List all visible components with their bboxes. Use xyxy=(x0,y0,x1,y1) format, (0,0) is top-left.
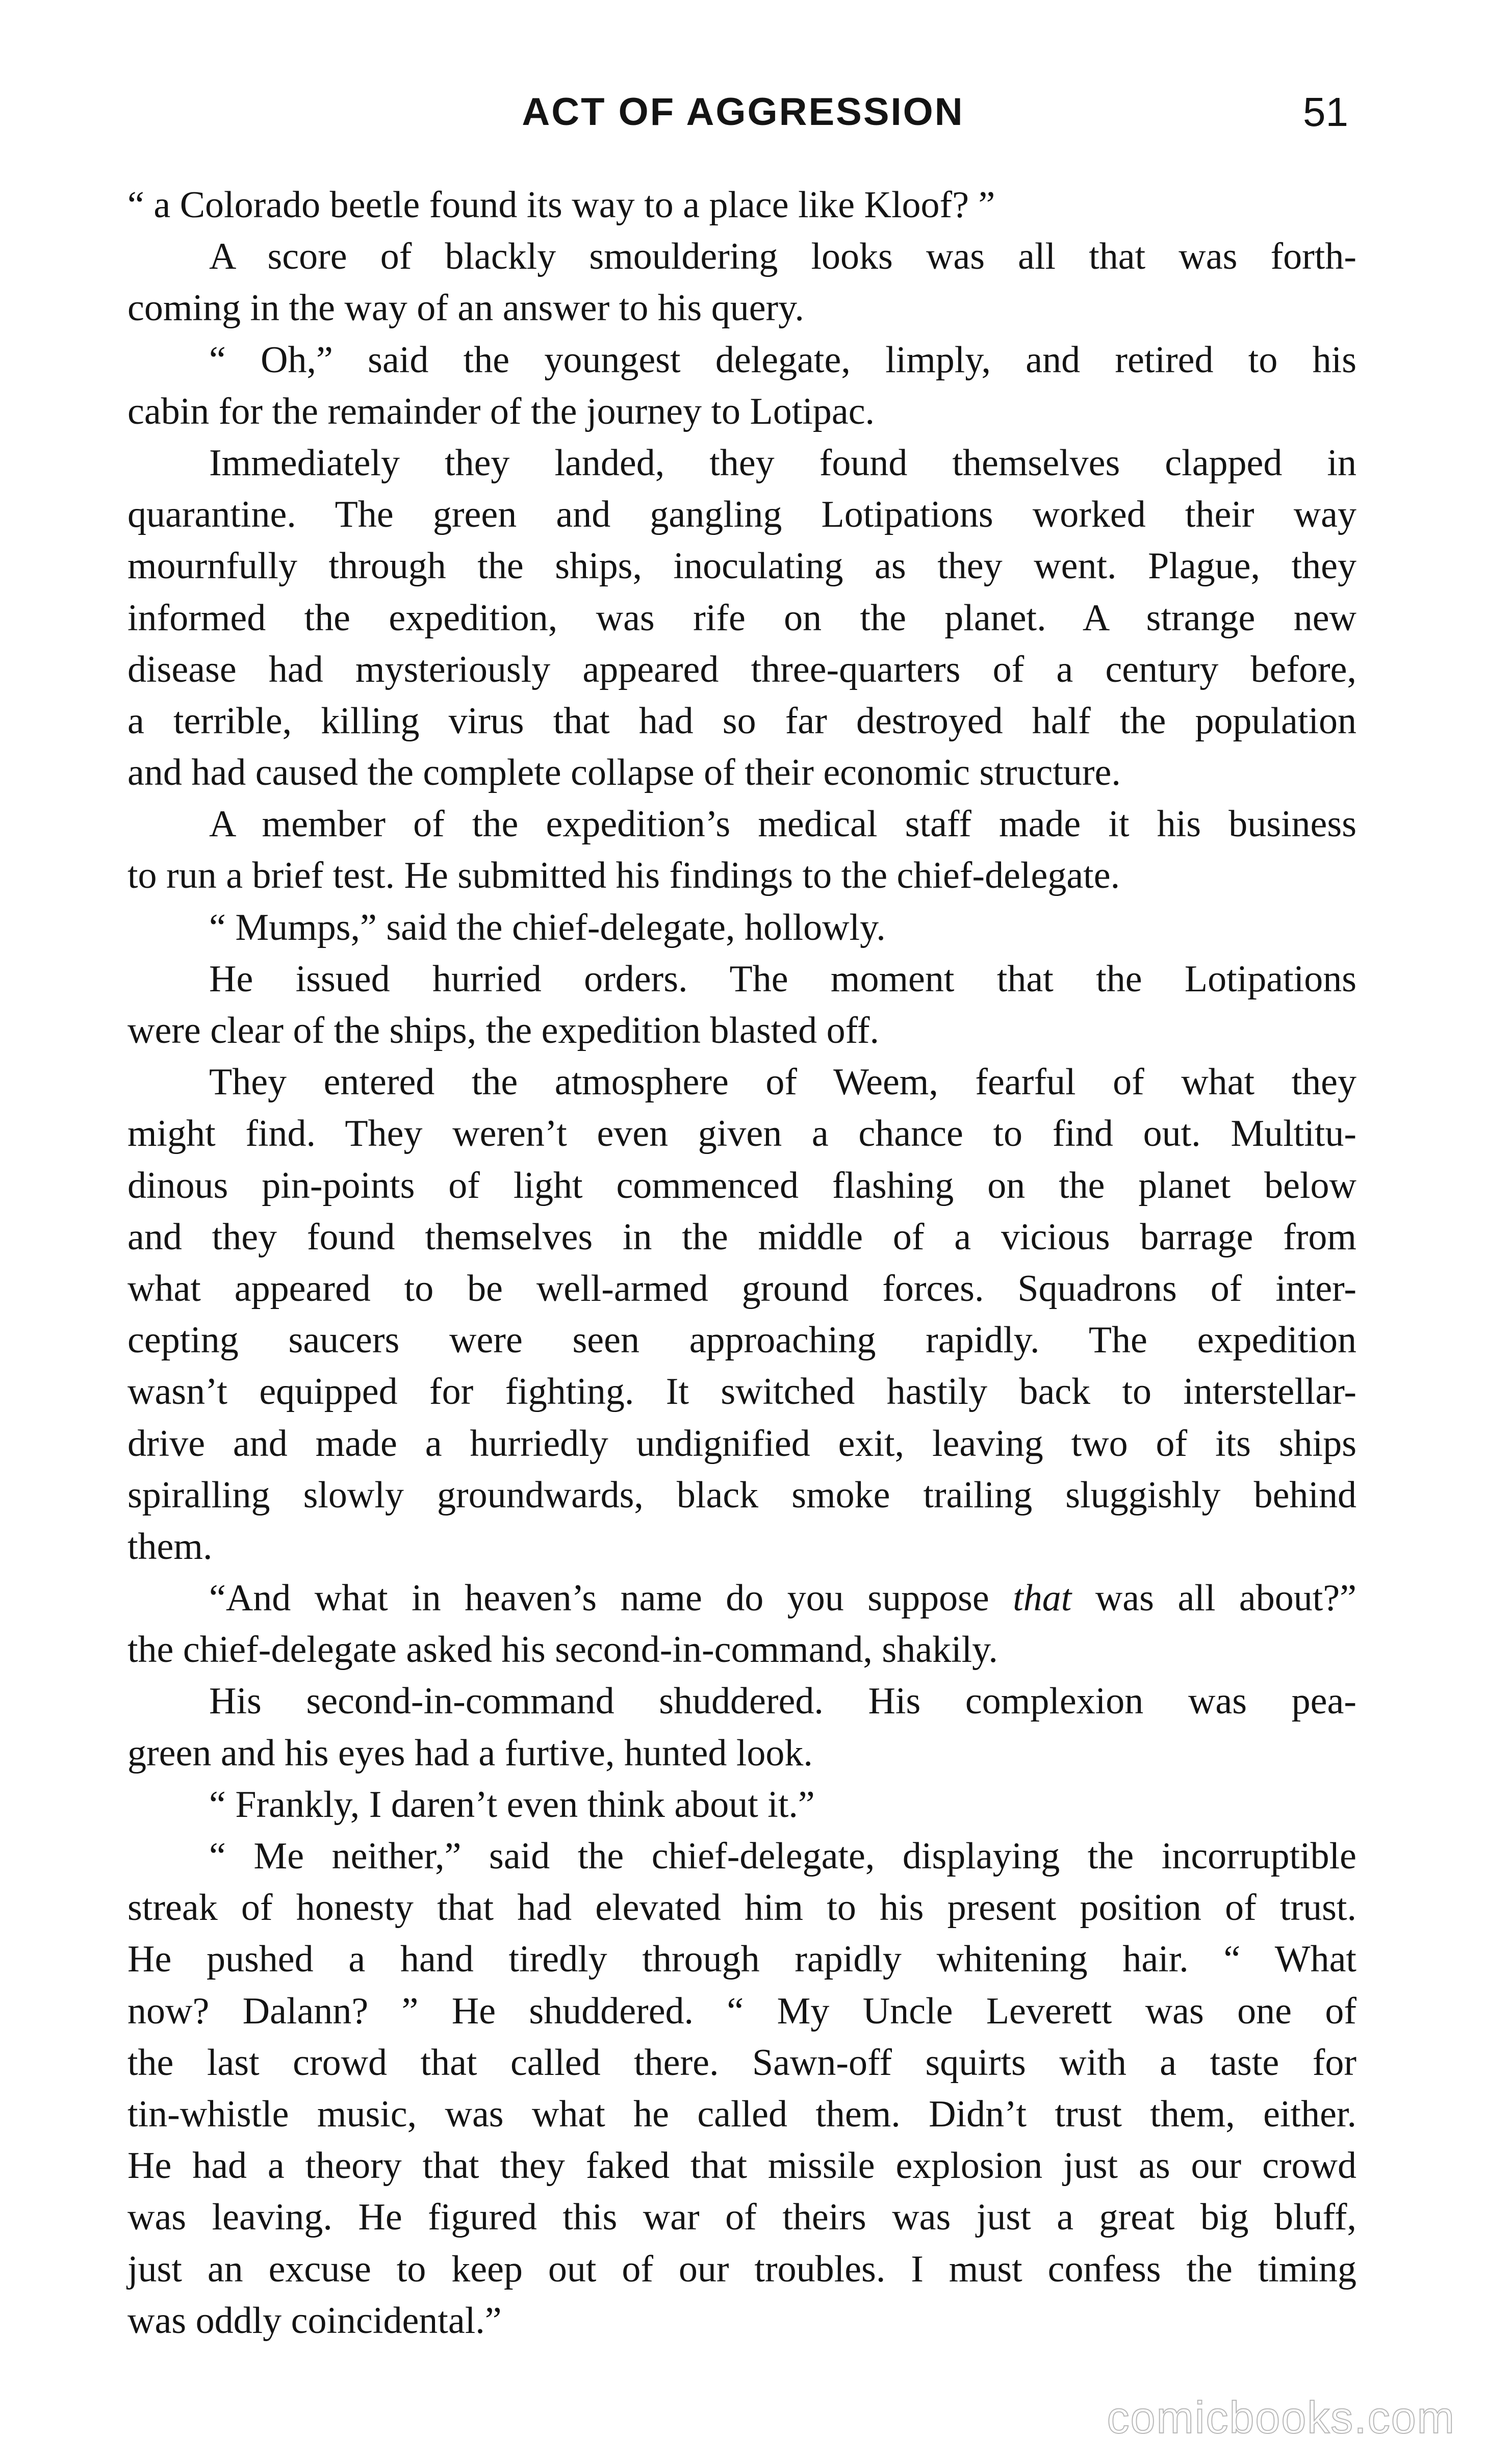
text-line xyxy=(127,1005,1356,1057)
text-line xyxy=(127,1212,1356,1263)
text-segment: was leaving. He figured this war of theirs was just a great big bluff, xyxy=(127,2196,1356,2239)
text-segment: the chief-delegate asked his second-in-command, shakily. xyxy=(127,1629,998,1671)
text-segment: “ Oh,” said the youngest delegate, limply, and retired to his xyxy=(209,339,1356,381)
text-segment: were clear of the ships, the expedition blasted off. xyxy=(127,1010,880,1051)
text-segment: the last crowd that called there. Sawn-off squirts with a taste for xyxy=(127,2041,1356,2084)
text-line xyxy=(127,1418,1356,1470)
text-segment: “ Mumps,” said the chief-delegate, hollowly. xyxy=(209,906,886,948)
text-line xyxy=(127,1108,1356,1160)
text-line xyxy=(127,696,1356,747)
text-segment: He pushed a hand tiredly through rapidly whitening hair. “ What xyxy=(127,1938,1356,1981)
text-segment: just an excuse to keep out of our troubles. I must confess the timing xyxy=(127,2248,1356,2290)
text-segment: dinous pin-points of light commenced flashing on the planet below xyxy=(127,1164,1356,1207)
text-segment: His second-in-command shuddered. His complexion was pea- xyxy=(209,1680,1356,1723)
text-line xyxy=(127,283,1356,334)
text-segment: A member of the expedition’s medical staff made it his business xyxy=(209,803,1356,845)
text-line xyxy=(127,644,1356,696)
text-line xyxy=(127,489,1356,541)
text-segment: He had a theory that they faked that missile explosion just as our crowd xyxy=(127,2145,1356,2187)
text-segment: cabin for the remainder of the journey to Lotipac. xyxy=(127,390,875,432)
text-line xyxy=(127,386,1356,438)
text-segment: A score of blackly smouldering looks was all that was forth- xyxy=(209,236,1356,278)
text-line xyxy=(127,954,1356,1005)
text-segment: might find. They weren’t even given a chance to find out. Multitu- xyxy=(127,1113,1356,1155)
text-segment: to run a brief test. He submitted his findings to the chief-delegate. xyxy=(127,855,1120,897)
text-segment: coming in the way of an answer to his query. xyxy=(127,287,804,329)
text-line xyxy=(127,1470,1356,1521)
text-line xyxy=(127,1986,1356,2037)
text-segment: quarantine. The green and gangling Lotipations worked their way xyxy=(127,494,1356,536)
text-line xyxy=(127,1676,1356,1727)
text-line xyxy=(127,2140,1356,2192)
text-line xyxy=(127,1366,1356,1418)
text-line xyxy=(127,2089,1356,2140)
text-segment: streak of honesty that had elevated him to his present position of trust. xyxy=(127,1887,1356,1929)
text-segment: disease had mysteriously appeared three-quarters of a century before, xyxy=(127,648,1356,690)
text-line xyxy=(127,2192,1356,2243)
text-line xyxy=(127,1728,1356,1779)
text-line xyxy=(127,438,1356,489)
text-line xyxy=(127,1573,1356,1624)
text-segment: and had caused the complete collapse of their economic structure. xyxy=(127,752,1121,794)
text-segment: was all about?” xyxy=(1071,1577,1357,1620)
text-segment: informed the expedition, was rife on the planet. A strange new xyxy=(127,597,1356,639)
text-segment: “ Me neither,” said the chief-delegate, displaying the incorruptible xyxy=(209,1835,1356,1877)
running-title: ACT OF AGGRESSION xyxy=(522,90,964,134)
text-segment: They entered the atmosphere of Weem, fearful of what they xyxy=(209,1061,1356,1103)
text-segment: spiralling slowly groundwards, black smoke trailing sluggishly behind xyxy=(127,1474,1356,1516)
text-line xyxy=(127,335,1356,386)
text-segment: a terrible, killing virus that had so far destroyed half the population xyxy=(127,700,1356,742)
text-line xyxy=(127,2037,1356,2089)
text-segment: wasn’t equipped for fighting. It switched hastily back to interstellar- xyxy=(127,1371,1356,1413)
text-segment: “ a Colorado beetle found its way to a place like Kloof? ” xyxy=(127,184,995,226)
watermark: comicbooks.com xyxy=(1107,2392,1455,2443)
text-segment: green and his eyes had a furtive, hunted look. xyxy=(127,1732,813,1774)
text-line xyxy=(127,1934,1356,1985)
text-line xyxy=(127,1624,1356,1676)
italic-emphasis: that xyxy=(1013,1577,1072,1620)
text-line xyxy=(127,593,1356,644)
text-line xyxy=(127,1263,1356,1315)
page-number: 51 xyxy=(1303,89,1348,135)
text-line xyxy=(127,1160,1356,1212)
text-segment: tin-whistle music, was what he called them. Didn’t trust them, either. xyxy=(127,2093,1356,2135)
page-header xyxy=(127,87,1359,148)
text-segment: them. xyxy=(127,1525,213,1568)
text-segment: He issued hurried orders. The moment that the Lotipations xyxy=(209,958,1356,1000)
text-segment: Immediately they landed, they found themselves clapped in xyxy=(209,442,1356,484)
text-line xyxy=(127,1882,1356,1934)
text-segment: was oddly coincidental.” xyxy=(127,2299,502,2342)
text-segment: mournfully through the ships, inoculating as they went. Plague, they xyxy=(127,545,1356,587)
text-line xyxy=(127,902,1356,954)
text-segment: cepting saucers were seen approaching rapidly. The expedition xyxy=(127,1319,1356,1362)
text-line xyxy=(127,850,1356,902)
text-line xyxy=(127,1057,1356,1108)
text-line xyxy=(127,799,1356,850)
text-line xyxy=(127,1831,1356,1882)
text-line xyxy=(127,2244,1356,2295)
text-line xyxy=(127,231,1356,283)
text-segment: drive and made a hurriedly undignified exit, leaving two of its ships xyxy=(127,1422,1356,1465)
text-line xyxy=(127,2295,1356,2347)
text-segment: what appeared to be well-armed ground forces. Squadrons of inter- xyxy=(127,1267,1356,1310)
text-line xyxy=(127,541,1356,592)
text-segment: now? Dalann? ” He shuddered. “ My Uncle Leverett was one of xyxy=(127,1990,1356,2032)
body-text xyxy=(127,179,1356,2347)
text-segment: and they found themselves in the middle of a vicious barrage from xyxy=(127,1216,1356,1258)
text-line xyxy=(127,1315,1356,1366)
text-line xyxy=(127,179,1356,231)
text-segment: “ Frankly, I daren’t even think about it.” xyxy=(209,1783,815,1826)
text-segment: “And what in heaven’s name do you suppose xyxy=(209,1577,1013,1620)
text-line xyxy=(127,1779,1356,1831)
text-line xyxy=(127,1521,1356,1573)
text-line xyxy=(127,747,1356,799)
